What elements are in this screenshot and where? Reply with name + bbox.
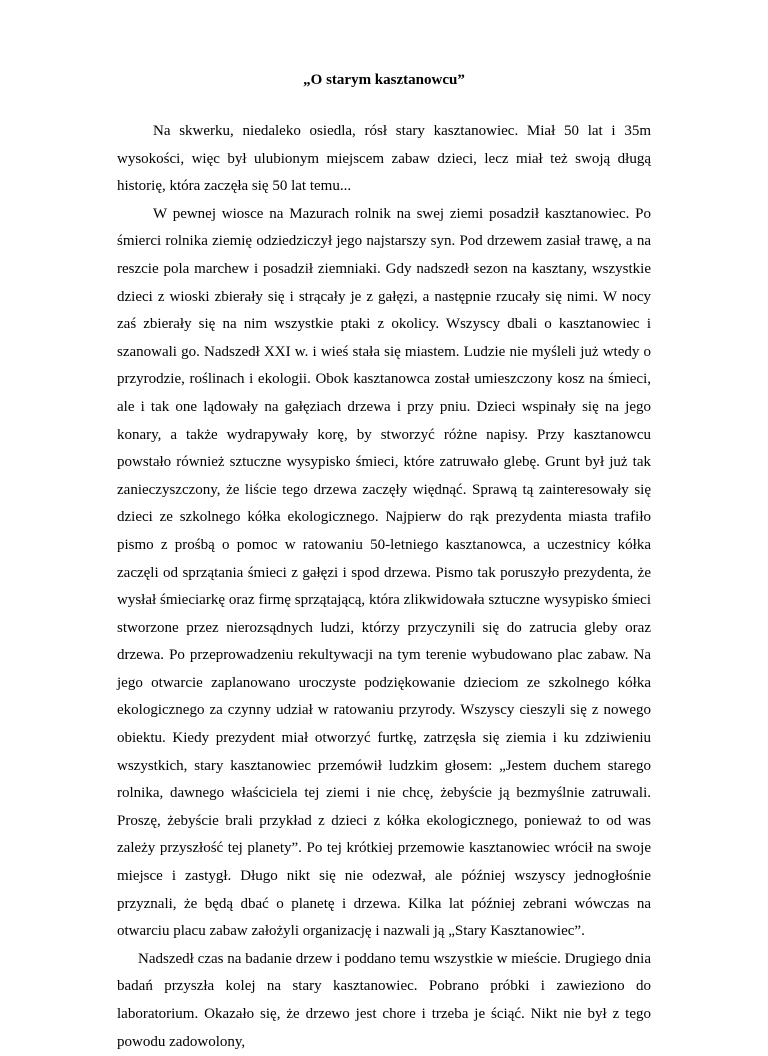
paragraph-1: Na skwerku, niedaleko osiedla, rósł stary kasztanowiec. Miał 50 lat i 35m wysokości, więc był ulubionym miejscem zabaw dzieci, lecz miał też swoją długą historię, która zaczęła się 50 lat temu... bbox=[117, 123, 651, 195]
paragraph-2: W pewnej wiosce na Mazurach rolnik na swej ziemi posadził kasztanowiec. Po śmierci rolnika ziemię odziedziczył jego najstarszy syn. Pod drzewem zasiał trawę, a na reszcie pola marchew i posadził ziemniaki. Gdy nadszedł sezon na kasztany, wszystkie dzieci z wioski zbierały się i strącały je z gałęzi, a następnie rzucały się nimi. W nocy zaś zbierały się na nim wszystkie ptaki z okolicy. Wszyscy dbali o kasztanowiec i szanowali go. Nadszedł XXI w. i wieś stała się miastem. Ludzie nie myśleli już wtedy o przyrodzie, roślinach i ekologii. Obok kasztanowca został umieszczony kosz na śmieci, ale i tak one lądowały na gałęziach drzewa i przy pniu. Dzieci wspinały się na jego konary, a także wydrapywały korę, by stworzyć różne napisy. Przy kasztanowcu powstało również sztuczne wysypisko śmieci, które zatruwało glebę. Grunt był już tak zanieczyszczony, że liście tego drzewa zaczęły więdnąć. Sprawą tą zainteresowały się dzieci ze szkolnego kółka ekologicznego. Najpierw do rąk prezydenta miasta trafiło pismo z prośbą o pomoc w ratowaniu 50-letniego kasztanowca, a uczestnicy kółka zaczęli od sprzątania śmieci z gałęzi i spod drzewa. Pismo tak poruszyło prezydenta, że wysłał śmieciarkę oraz firmę sprzątającą, która zlikwidowała sztuczne wysypisko śmieci stworzone przez nierozsądnych ludzi, którzy przyczynili się do zatrucia gleby oraz drzewa. Po przeprowadzeniu rekultywacji na tym terenie wybudowano plac zabaw. Na jego otwarcie zaplanowano uroczyste podziękowanie dzieciom ze szkolnego kółka ekologicznego za czynny udział w ratowaniu przyrody. Wszyscy cieszyli się z nowego obiektu. Kiedy prezydent miał otworzyć furtkę, zatrzęsła się ziemia i ku zdziwieniu wszystkich, stary kasztanowiec przemówił ludzkim głosem: „Jestem duchem starego rolnika, dawnego właściciela tej ziemi i nie chcę, żebyście ją bezmyślnie zatruwali. Proszę, żebyście brali przykład z dzieci z kółka ekologicznego, ponieważ to od was zależy przyszłość tej planety”. Po tej krótkiej przemowie kasztanowiec wrócił na swoje miejsce i zastygł. Długo nikt się nie odezwał, ale później wszyscy jednogłośnie przyznali, że będą dbać o planetę i drzewa. Kilka lat później zebrani wówczas na otwarciu placu zabaw założyli organizację i nazwali ją „Stary Kasztanowiec”. bbox=[117, 205, 651, 940]
paragraph-3: Nadszedł czas na badanie drzew i poddano temu wszystkie w mieście. Drugiego dnia badań przyszła kolej na stary kasztanowiec. Pobrano próbki i zawieziono do laboratorium. Okazało się, że drzewo jest chore i trzeba je ściąć. Nikt nie był z tego powodu zadowolony, bbox=[117, 950, 651, 1050]
document-title: „O starym kasztanowcu” bbox=[303, 72, 465, 88]
document-body bbox=[117, 118, 651, 1056]
